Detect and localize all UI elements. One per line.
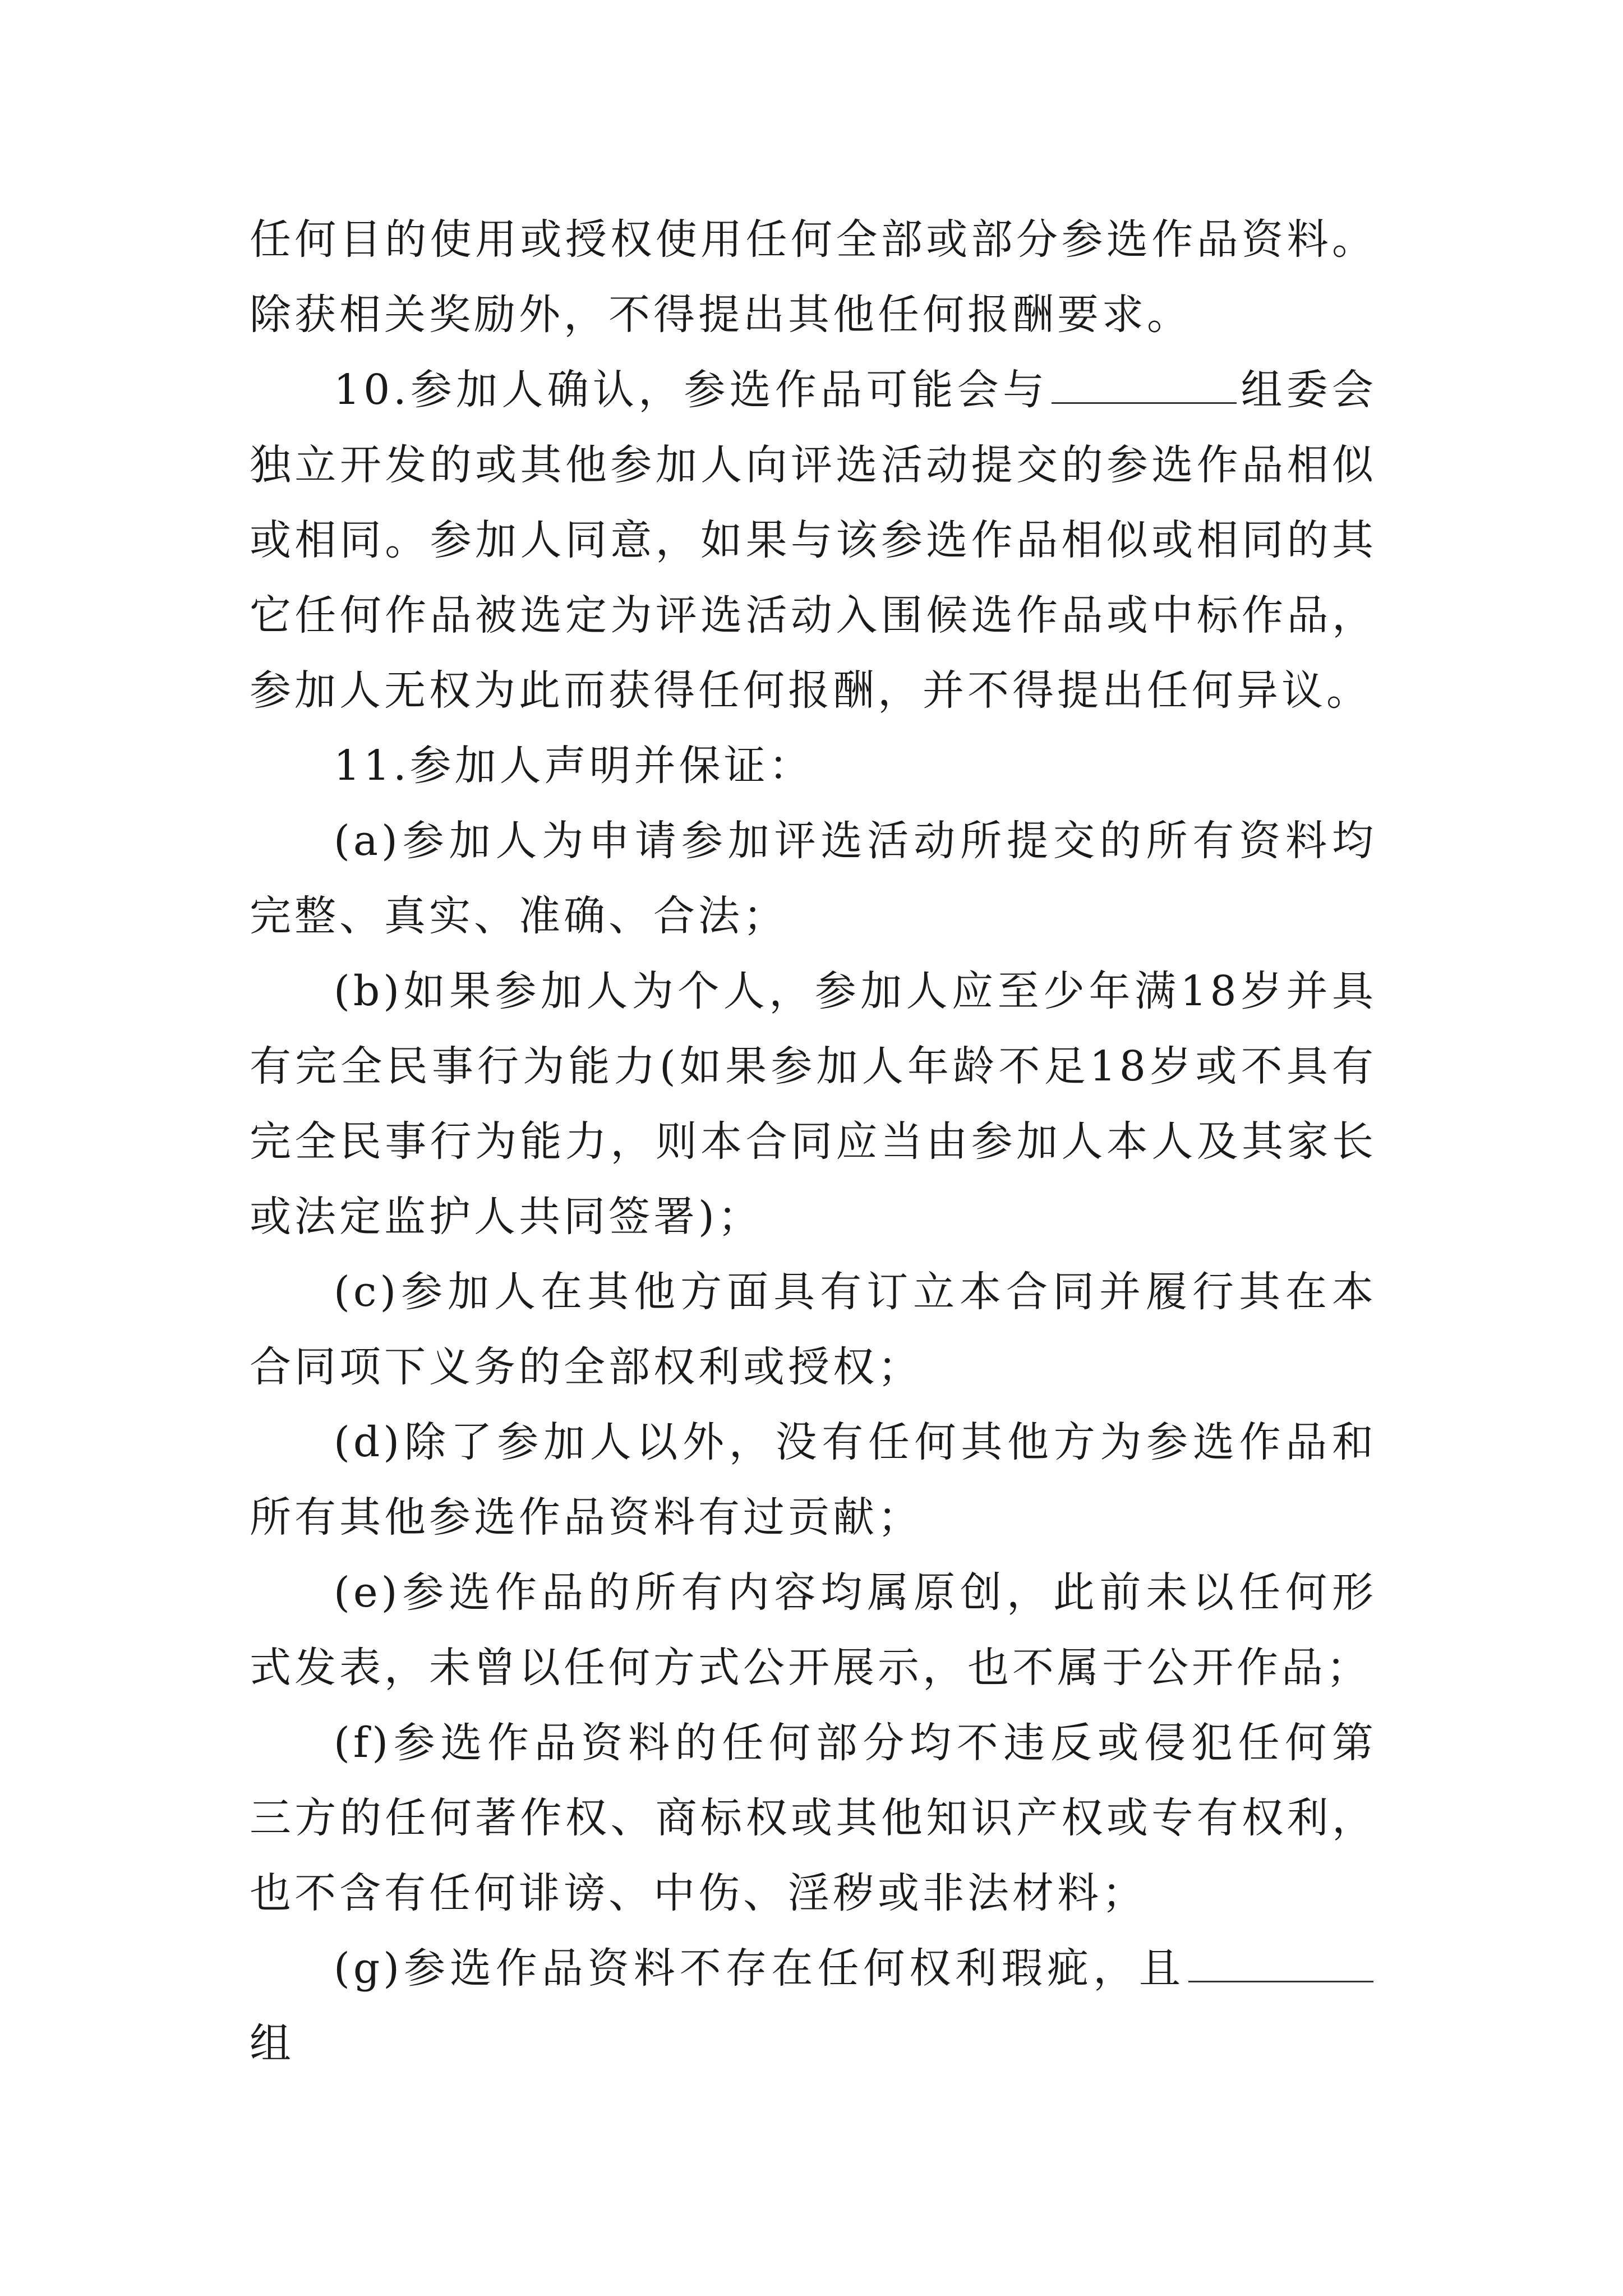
clause-11-f xyxy=(250,1705,1377,1931)
clause-11-g xyxy=(250,1931,1377,2081)
clause-10-text-end: 组委会独立开发的或其他参加人向评选活动提交的参选作品相似或相同。参加人同意，如果与该参选作品相似或相同的其它任何作品被选定为评选活动入围候选作品或中标作品，参加人无权为此而获得任何报酬，并不得提出任何异议。 xyxy=(250,366,1377,715)
clause-11-a-text: (a)参加人为申请参加评选活动所提交的所有资料均完整、真实、准确、合法； xyxy=(250,817,1377,940)
fill-in-blank xyxy=(1188,1941,1373,1982)
clause-11-e-text: (e)参选作品的所有内容均属原创，此前未以任何形式发表，未曾以任何方式公开展示，也不属于公开作品； xyxy=(250,1568,1377,1692)
clause-10-text-start: 10.参加人确认，参选作品可能会与 xyxy=(334,366,1049,414)
fill-in-blank xyxy=(1052,363,1237,404)
clause-11-c-text: (c)参加人在其他方面具有订立本合同并履行其在本合同项下义务的全部权利或授权； xyxy=(250,1268,1377,1391)
clause-11-text: 11.参加人声明并保证： xyxy=(334,742,814,790)
clause-11-a xyxy=(250,803,1377,954)
clause-11-d-text: (d)除了参加人以外，没有任何其他方为参选作品和所有其他参选作品资料有过贡献； xyxy=(250,1418,1377,1542)
clause-11-c xyxy=(250,1254,1377,1405)
clause-11-e xyxy=(250,1555,1377,1705)
clause-11-g-text-end: 组 xyxy=(250,2019,294,2068)
clause-11-b-text: (b)如果参加人为个人，参加人应至少年满18岁并具有完全民事行为能力(如果参加人年龄不足18岁或不具有完全民事行为能力，则本合同应当由参加人本人及其家长或法定监护人共同签署)； xyxy=(250,967,1377,1241)
clause-11-g-text-start: (g)参选作品资料不存在任何权利瑕疵，且 xyxy=(334,1944,1185,1993)
paragraph-text: 任何目的使用或授权使用任何全部或部分参选作品资料。除获相关奖励外，不得提出其他任何报酬要求。 xyxy=(250,215,1377,339)
paragraph-continued xyxy=(250,202,1377,352)
clause-11-b xyxy=(250,954,1377,1254)
document-body xyxy=(250,202,1377,2081)
clause-10 xyxy=(250,352,1377,728)
clause-11-d xyxy=(250,1405,1377,1555)
clause-11-f-text: (f)参选作品资料的任何部分均不违反或侵犯任何第三方的任何著作权、商标权或其他知识产权或专有权利，也不含有任何诽谤、中伤、淫秽或非法材料； xyxy=(250,1719,1377,1917)
clause-11 xyxy=(250,728,1377,803)
